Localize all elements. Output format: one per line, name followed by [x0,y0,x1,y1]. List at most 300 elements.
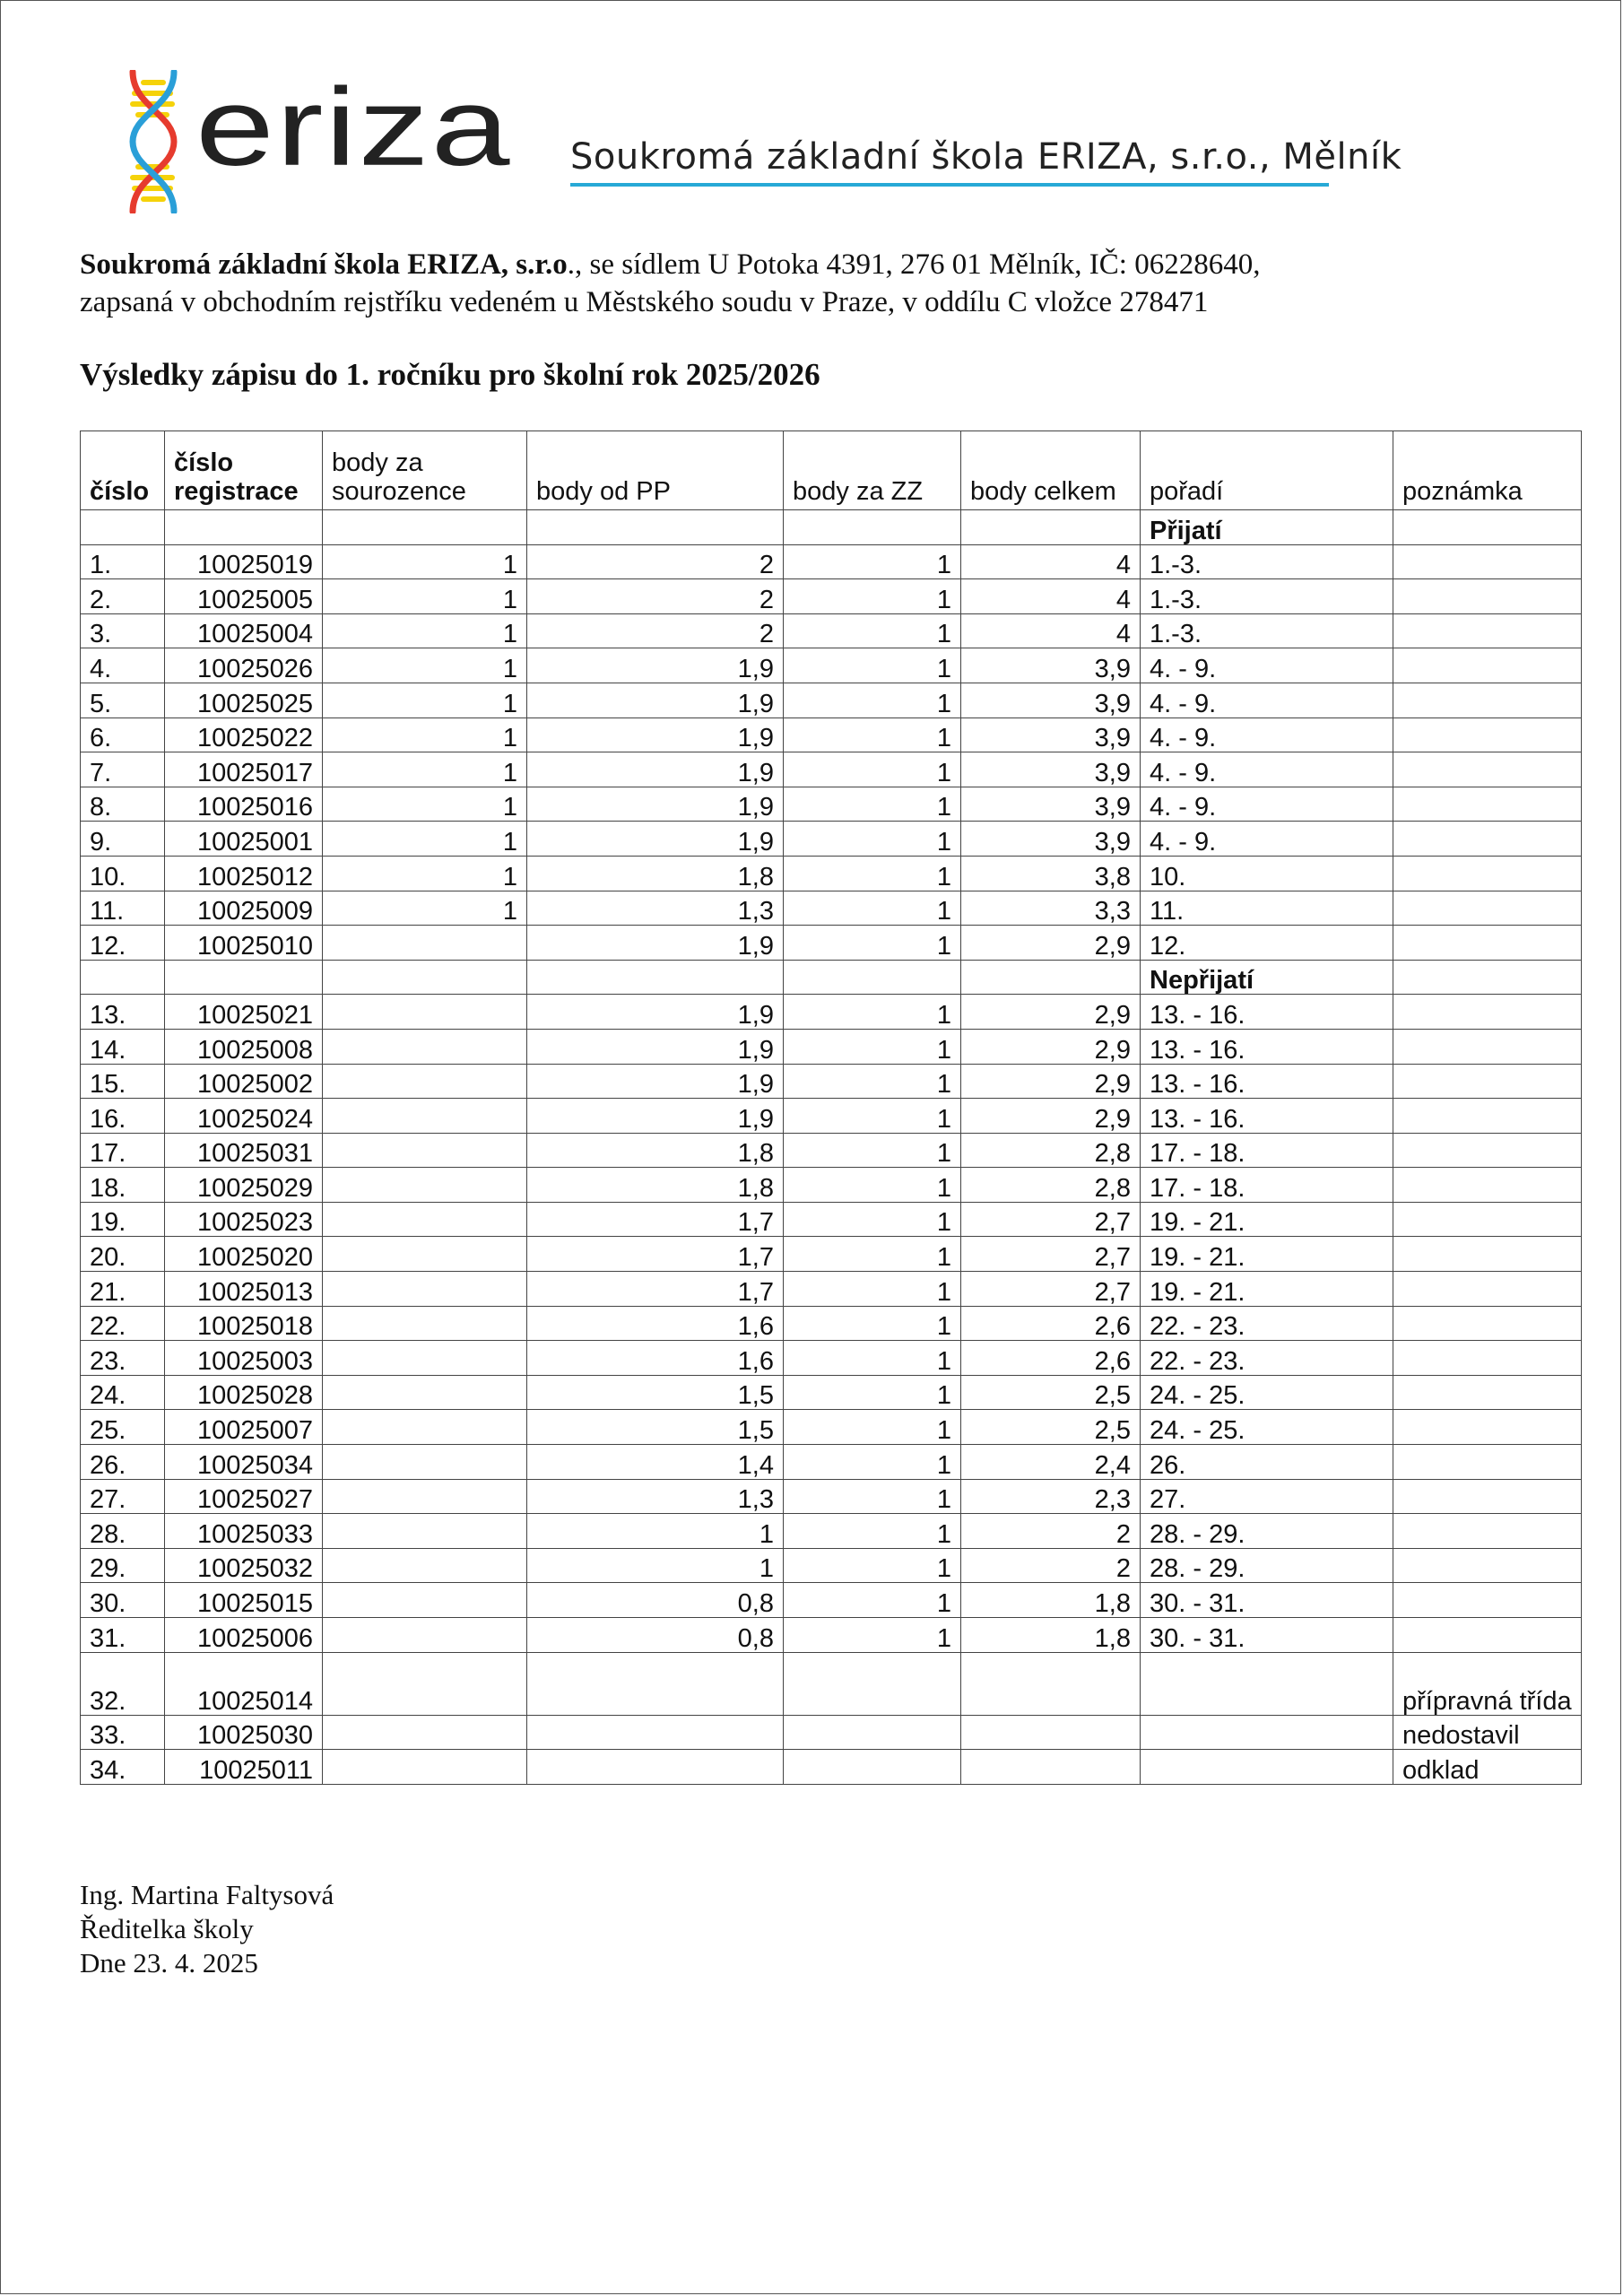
table-cell: 10. [1141,856,1393,891]
table-cell: 1.-3. [1141,544,1393,579]
table-cell [1393,1375,1582,1410]
table-row [81,1029,1582,1064]
intro-line-1 [80,246,1550,283]
table-cell: 4. - 9. [1141,787,1393,822]
table-cell: 10025011 [165,1750,323,1785]
table-cell [323,1272,527,1307]
table-cell: 10025002 [165,1064,323,1099]
table-cell: 10025003 [165,1341,323,1376]
table-cell: nedostavil [1393,1715,1582,1750]
table-cell [323,1583,527,1618]
table-cell: 24. - 25. [1141,1410,1393,1445]
table-row [81,1099,1582,1134]
table-cell: 13. - 16. [1141,1099,1393,1134]
table-cell [323,1479,527,1514]
table-cell: 11. [1141,891,1393,926]
table-cell: 1,8 [527,1133,784,1168]
table-row [81,1306,1582,1341]
table-row [81,1375,1582,1410]
table-cell: 1 [784,891,961,926]
table-cell: 1 [323,613,527,648]
table-cell: 2,7 [961,1272,1141,1307]
table-cell: 1 [784,579,961,614]
table-cell: 29. [81,1548,165,1583]
table-cell: 28. - 29. [1141,1548,1393,1583]
table-cell: 2 [527,579,784,614]
table-cell: 10025027 [165,1479,323,1514]
table-cell [323,1237,527,1272]
table-cell: 10025005 [165,579,323,614]
table-cell: 1 [323,787,527,822]
table-cell: 10025008 [165,1029,323,1064]
table-cell: 10025029 [165,1168,323,1203]
table-cell: 3,3 [961,891,1141,926]
section-label: Nepřijatí [1141,960,1393,995]
table-cell: 3,9 [961,822,1141,857]
table-cell: 13. - 16. [1141,1029,1393,1064]
table-cell: 3,9 [961,787,1141,822]
table-cell: 10025014 [165,1652,323,1715]
table-cell [1393,1272,1582,1307]
table-cell: 2,9 [961,995,1141,1030]
table-cell: 22. [81,1306,165,1341]
table-row [81,1168,1582,1203]
table-cell [1393,683,1582,718]
table-cell: 8. [81,787,165,822]
table-cell: 1 [784,752,961,787]
table-row [81,1341,1582,1376]
table-cell [961,1652,1141,1715]
section-label: Přijatí [1141,510,1393,545]
table-cell: 10025010 [165,926,323,961]
intro-paragraph [80,246,1550,321]
table-cell: 1 [784,1133,961,1168]
table-row [81,1064,1582,1099]
section-row [81,510,1582,545]
table-cell [323,1652,527,1715]
table-cell: 1,3 [527,1479,784,1514]
table-header-row [81,431,1582,510]
table-cell: 12. [1141,926,1393,961]
table-cell [1393,613,1582,648]
table-cell: 19. [81,1202,165,1237]
table-cell: 30. - 31. [1141,1583,1393,1618]
table-cell: 17. - 18. [1141,1168,1393,1203]
table-cell: 10025032 [165,1548,323,1583]
table-cell: 4. - 9. [1141,683,1393,718]
table-cell: 1,9 [527,822,784,857]
table-cell: 10025030 [165,1715,323,1750]
table-cell [1393,544,1582,579]
table-cell [1393,1514,1582,1549]
table-cell: 1,9 [527,648,784,683]
table-cell: 10025022 [165,718,323,752]
table-cell: 3,9 [961,683,1141,718]
table-cell: 4. - 9. [1141,822,1393,857]
table-cell: 1 [784,1618,961,1653]
heading-underline [570,183,1329,187]
table-cell: 1 [784,1445,961,1480]
table-cell: 1 [323,891,527,926]
table-cell: 1. [81,544,165,579]
table-cell [527,1652,784,1715]
table-cell: 1 [784,1548,961,1583]
table-cell: 1 [784,1168,961,1203]
table-cell: 1 [784,1099,961,1134]
table-cell: 1 [784,1583,961,1618]
table-cell [1393,1618,1582,1653]
table-cell [323,1202,527,1237]
table-cell: 20. [81,1237,165,1272]
table-cell: 1,8 [527,856,784,891]
table-cell: 3,9 [961,752,1141,787]
table-cell: 23. [81,1341,165,1376]
table-cell [1393,995,1582,1030]
table-cell: 10025017 [165,752,323,787]
table-row [81,1583,1582,1618]
table-cell: 17. - 18. [1141,1133,1393,1168]
table-cell: 0,8 [527,1618,784,1653]
table-cell [323,1168,527,1203]
table-row [81,1272,1582,1307]
table-cell: 19. - 21. [1141,1202,1393,1237]
table-cell [165,510,323,545]
table-cell [784,510,961,545]
table-cell: 10025009 [165,891,323,926]
table-cell [784,1715,961,1750]
table-cell [1393,1583,1582,1618]
table-cell: 1 [323,856,527,891]
table-cell: 2,3 [961,1479,1141,1514]
table-cell: 2,7 [961,1237,1141,1272]
table-cell: 13. - 16. [1141,995,1393,1030]
table-cell: 10025007 [165,1410,323,1445]
table-cell: 24. - 25. [1141,1375,1393,1410]
table-cell: 2,7 [961,1202,1141,1237]
table-cell: 10025033 [165,1514,323,1549]
table-cell [1393,579,1582,614]
table-row [81,1618,1582,1653]
table-row [81,891,1582,926]
table-cell: 1,9 [527,787,784,822]
column-header: body za ZZ [784,431,961,510]
table-cell: 25. [81,1410,165,1445]
table-cell: 1,8 [961,1583,1141,1618]
table-row [81,752,1582,787]
table-row [81,995,1582,1030]
table-cell: 10025001 [165,822,323,857]
table-cell: 4. - 9. [1141,718,1393,752]
table-cell [323,960,527,995]
table-cell: 4. - 9. [1141,752,1393,787]
table-cell: 2,4 [961,1445,1141,1480]
table-cell [1393,1133,1582,1168]
dna-helix-icon [133,72,174,212]
table-cell: 3. [81,613,165,648]
table-cell: 3,9 [961,718,1141,752]
table-cell: 21. [81,1272,165,1307]
table-cell: 1,9 [527,995,784,1030]
table-cell: 1 [784,856,961,891]
table-cell: 24. [81,1375,165,1410]
table-cell: 2,6 [961,1306,1141,1341]
table-cell: 1 [784,787,961,822]
table-cell [527,960,784,995]
table-cell [323,1375,527,1410]
table-cell [1393,1064,1582,1099]
table-cell: 1,7 [527,1202,784,1237]
table-cell [784,1652,961,1715]
table-cell: 10025034 [165,1445,323,1480]
table-cell [323,995,527,1030]
column-header-text: číslo registrace [174,448,299,506]
table-cell: 1,9 [527,1064,784,1099]
table-cell: 1 [323,822,527,857]
table-cell: 10025020 [165,1237,323,1272]
table-row [81,1548,1582,1583]
table-row [81,1750,1582,1785]
table-cell: 13. - 16. [1141,1064,1393,1099]
table-cell: 1,3 [527,891,784,926]
table-cell [323,926,527,961]
table-cell [1393,1168,1582,1203]
table-cell: 30. [81,1583,165,1618]
table-cell [323,1750,527,1785]
table-row [81,579,1582,614]
table-cell: 19. - 21. [1141,1272,1393,1307]
table-cell [165,960,323,995]
table-cell [323,1514,527,1549]
table-cell: 17. [81,1133,165,1168]
table-row [81,1715,1582,1750]
table-cell: 3,9 [961,648,1141,683]
table-cell: 10025016 [165,787,323,822]
table-cell [1393,752,1582,787]
table-cell [1393,648,1582,683]
table-cell [1393,1341,1582,1376]
logo-wordmark: eriza [195,65,512,189]
table-cell: 2 [961,1514,1141,1549]
table-cell: 1 [527,1548,784,1583]
table-cell: 10025031 [165,1133,323,1168]
table-cell: 4. - 9. [1141,648,1393,683]
table-cell: 1 [784,613,961,648]
table-cell: 13. [81,995,165,1030]
table-cell: 2,5 [961,1410,1141,1445]
table-row [81,1237,1582,1272]
table-row [81,1479,1582,1514]
table-cell: 1 [784,1237,961,1272]
table-cell: přípravná třída [1393,1652,1582,1715]
table-cell [1393,1479,1582,1514]
table-cell: 1 [784,1375,961,1410]
table-cell: 1 [784,995,961,1030]
column-header [323,431,527,510]
table-cell: 10025021 [165,995,323,1030]
table-cell: 1 [784,718,961,752]
table-cell: 10025006 [165,1618,323,1653]
table-cell [323,1099,527,1134]
table-cell: 1 [784,1272,961,1307]
table-cell: 1,9 [527,752,784,787]
table-cell: 18. [81,1168,165,1203]
table-cell [527,1750,784,1785]
table-cell: 10025028 [165,1375,323,1410]
table-cell [323,1064,527,1099]
table-cell: 15. [81,1064,165,1099]
table-row [81,648,1582,683]
table-cell: 14. [81,1029,165,1064]
table-cell: 1 [784,1202,961,1237]
column-header-text: body za sourozence [332,448,466,506]
table-cell [1393,856,1582,891]
table-cell: 22. - 23. [1141,1306,1393,1341]
table-cell: 2,8 [961,1133,1141,1168]
table-cell: 10025025 [165,683,323,718]
table-cell [323,1618,527,1653]
table-cell [784,1750,961,1785]
table-cell: 10025013 [165,1272,323,1307]
section-row [81,960,1582,995]
table-cell: 1 [784,1306,961,1341]
column-header: body od PP [527,431,784,510]
table-cell: 2 [527,613,784,648]
table-cell [1393,510,1582,545]
table-cell: 1 [323,544,527,579]
table-cell: 2,6 [961,1341,1141,1376]
table-row [81,683,1582,718]
table-cell: 1 [323,752,527,787]
table-cell: 1,9 [527,1099,784,1134]
table-cell: 1,9 [527,926,784,961]
table-cell: 1 [323,683,527,718]
intro-line-1-rest: ., se sídlem U Potoka 4391, 276 01 Mělník, IČ: 06228640, [567,248,1261,281]
table-cell: 1 [784,544,961,579]
table-cell: 1 [784,648,961,683]
table-cell [1393,960,1582,995]
table-row [81,1514,1582,1549]
signatory-role: Ředitelka školy [80,1913,254,1944]
table-cell [961,1750,1141,1785]
table-cell: 16. [81,1099,165,1134]
table-cell [81,510,165,545]
column-header [165,431,323,510]
table-row [81,544,1582,579]
results-table [80,430,1582,1785]
table-cell: 12. [81,926,165,961]
table-cell [961,1715,1141,1750]
column-header: číslo [81,431,165,510]
table-cell: 1 [784,1029,961,1064]
table-cell: 26. [1141,1445,1393,1480]
document-title: Výsledky zápisu do 1. ročníku pro školní rok 2025/2026 [80,357,820,392]
table-cell: 1,8 [527,1168,784,1203]
table-cell: 28. [81,1514,165,1549]
column-header: poznámka [1393,431,1582,510]
table-cell: 10025019 [165,544,323,579]
table-cell: 1 [527,1514,784,1549]
table-cell: 27. [1141,1479,1393,1514]
table-cell [527,1715,784,1750]
table-cell [1393,1202,1582,1237]
table-cell: 1 [323,648,527,683]
table-cell [527,510,784,545]
table-cell [323,1133,527,1168]
table-cell: 1 [784,1341,961,1376]
table-cell: 1,6 [527,1341,784,1376]
table-cell: 10025015 [165,1583,323,1618]
table-row [81,926,1582,961]
table-cell: 1,8 [961,1618,1141,1653]
table-row [81,1652,1582,1715]
table-cell [1393,718,1582,752]
table-cell: 34. [81,1750,165,1785]
table-cell: 1 [784,683,961,718]
table-cell [323,1341,527,1376]
table-cell: 3,8 [961,856,1141,891]
table-cell [1141,1750,1393,1785]
table-cell [323,1445,527,1480]
table-row [81,787,1582,822]
table-cell [961,960,1141,995]
table-cell: 1,5 [527,1375,784,1410]
table-cell: 10025023 [165,1202,323,1237]
table-cell: 1,4 [527,1445,784,1480]
table-cell: 4 [961,579,1141,614]
table-cell: 10. [81,856,165,891]
table-cell: 32. [81,1652,165,1715]
table-cell: 30. - 31. [1141,1618,1393,1653]
table-cell: 2 [961,1548,1141,1583]
table-cell: 10025018 [165,1306,323,1341]
table-cell [961,510,1141,545]
table-cell: 2,9 [961,926,1141,961]
table-cell [1393,1029,1582,1064]
table-cell [1393,1445,1582,1480]
table-cell [1141,1652,1393,1715]
table-cell [323,1548,527,1583]
table-cell: 1 [784,822,961,857]
table-cell: 10025024 [165,1099,323,1134]
table-cell: 1,7 [527,1272,784,1307]
table-cell: 2,8 [961,1168,1141,1203]
table-cell: 1 [784,1064,961,1099]
table-row [81,1445,1582,1480]
table-cell: 5. [81,683,165,718]
table-body [81,510,1582,1785]
table-cell: 1 [784,1514,961,1549]
table-cell: 1,6 [527,1306,784,1341]
table-cell: 2,9 [961,1029,1141,1064]
table-cell [784,960,961,995]
table-cell: 6. [81,718,165,752]
table-cell: 4 [961,613,1141,648]
table-row [81,613,1582,648]
table-cell: 10025004 [165,613,323,648]
table-cell: 2. [81,579,165,614]
signature-block [80,1878,334,1980]
table-cell: 1.-3. [1141,613,1393,648]
table-cell: 31. [81,1618,165,1653]
table-cell [1393,1548,1582,1583]
table-cell [323,1029,527,1064]
table-cell: 1 [784,1410,961,1445]
table-cell: 1,9 [527,683,784,718]
table-cell: 7. [81,752,165,787]
table-cell [323,510,527,545]
table-cell [81,960,165,995]
table-cell [1393,891,1582,926]
